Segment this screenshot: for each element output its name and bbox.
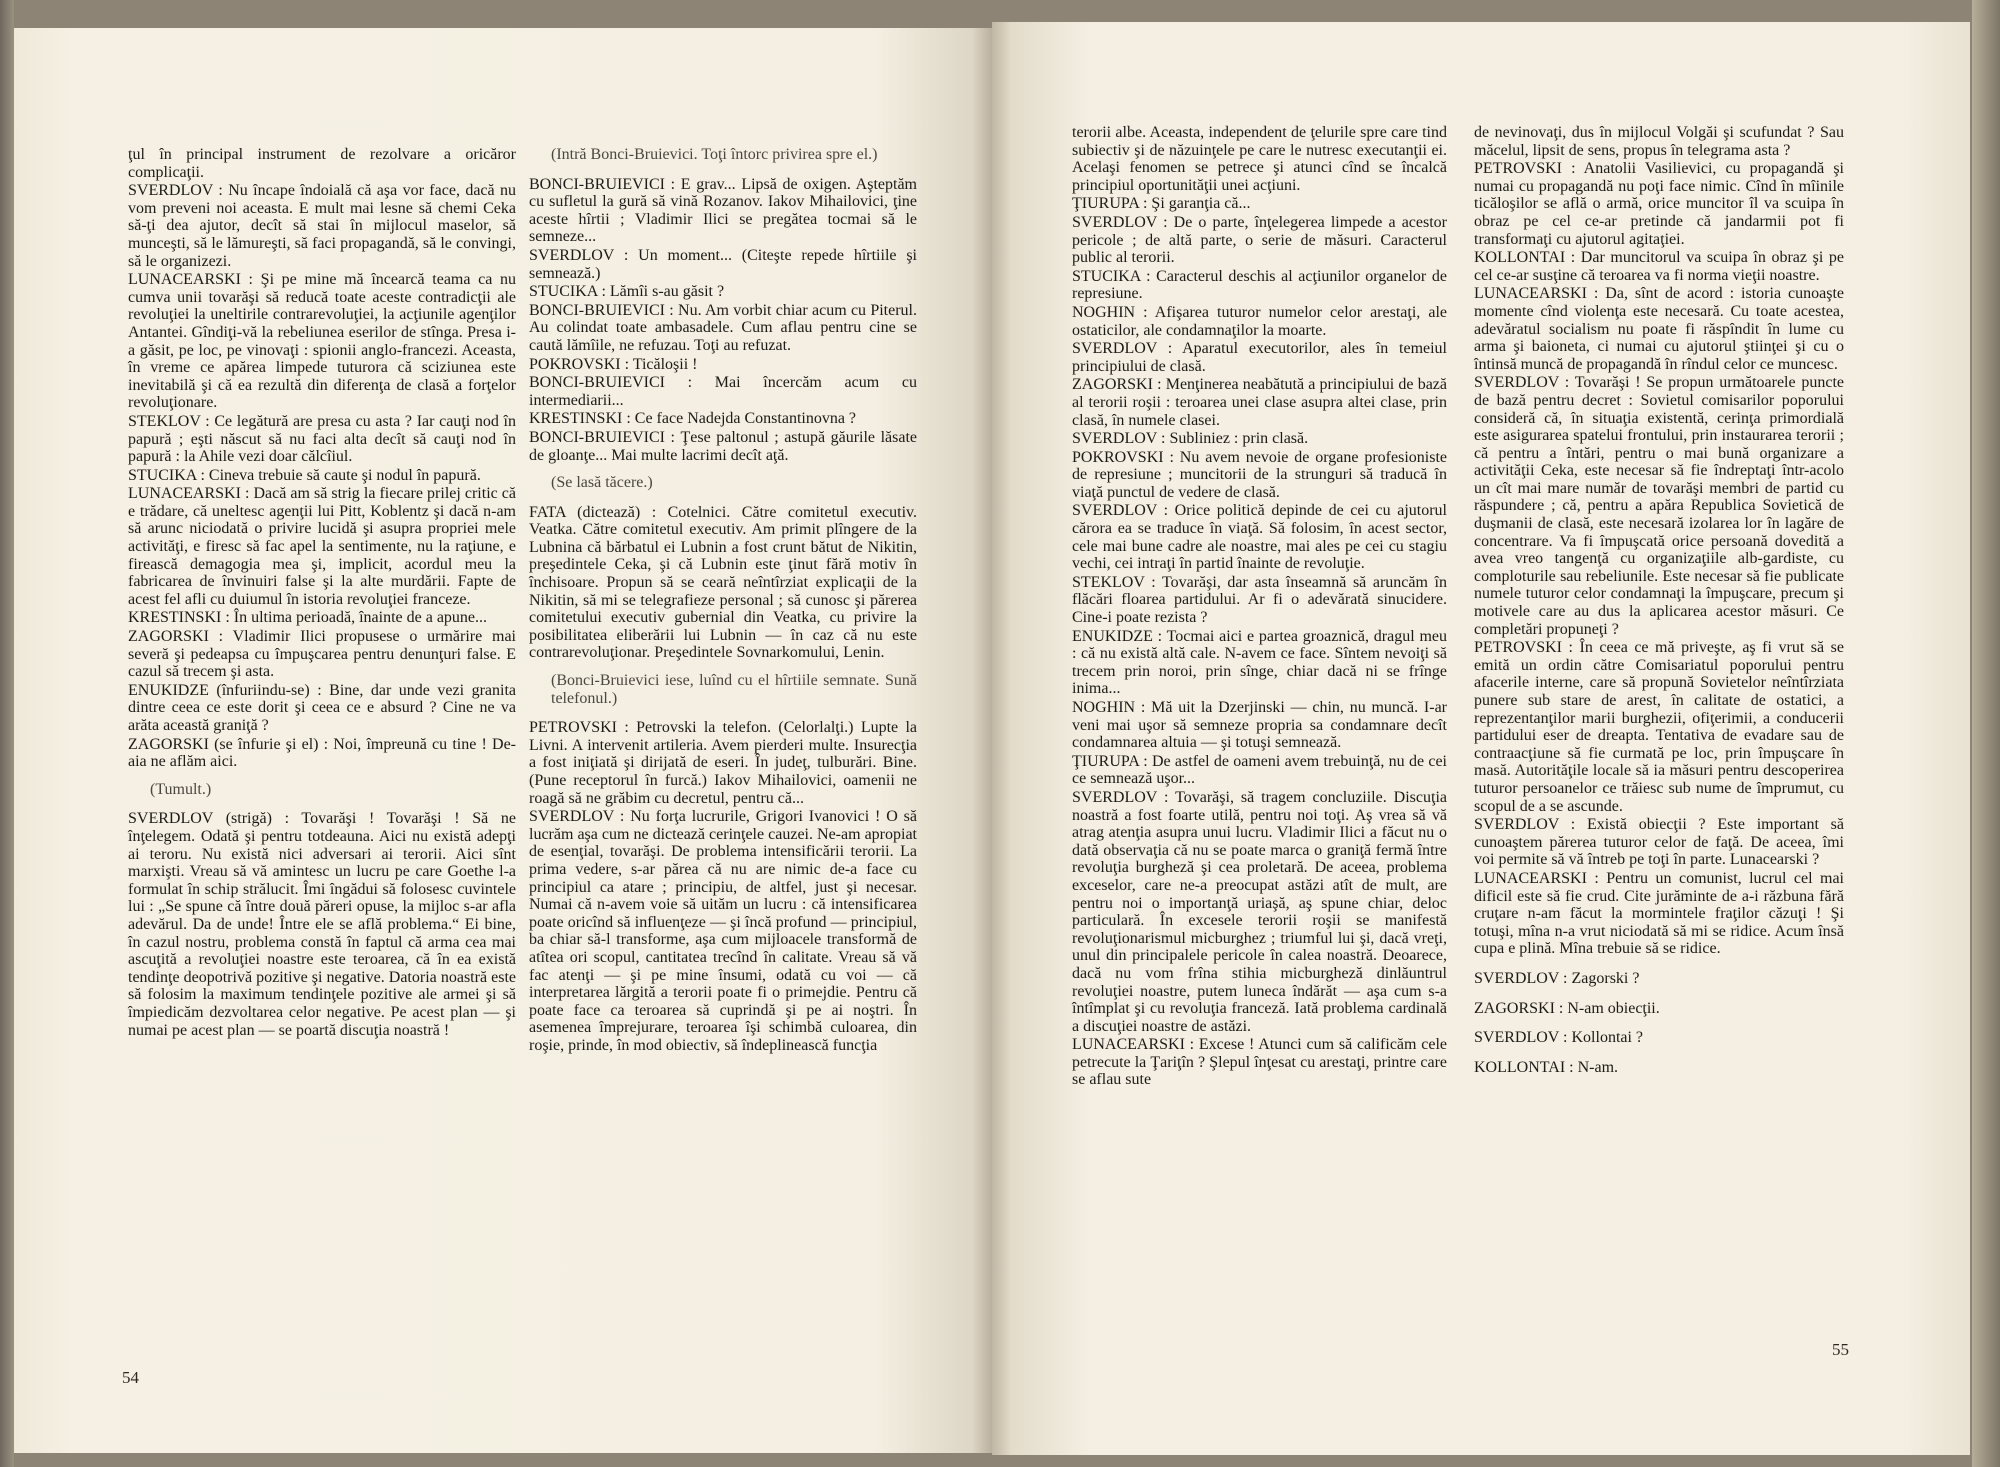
paragraph: SVERDLOV : Zagorski ? <box>1474 969 1640 987</box>
paragraph: STUCIKA : Caracterul deschis al acţiunilor organelor de represiune. <box>1072 267 1447 303</box>
paragraph: LUNACEARSKI : Pentru un comunist, lucrul cel mai dificil este să fie crud. Cite jurăminte de a-i răzbuna fără cruţare n-am făcut la mormintele fraţilor căzuţi ! Şi totuşi, mîna n-a vrut niciodată să mi se ridice. Acum însă cupa e plină. Mîna trebuie să se ridice. <box>1474 869 1844 958</box>
paragraph: LUNACEARSKI : Excese ! Atunci cum să calificăm cele petrecute la Ţariţîn ? Şlepul înţesat cu arestaţi, printre care se aflau sute <box>1072 1036 1447 1089</box>
paragraph: BONCI-BRUIEVICI : Ţese paltonul ; astupă găurile lăsate de gloanţe... Mai multe lacrimi decît aţă. <box>529 428 917 464</box>
paragraph: STUCIKA : Lămîi s-au găsit ? <box>529 283 725 301</box>
paragraph: ŢIURUPA : Şi garanţia că... <box>1072 195 1251 213</box>
paragraph: BONCI-BRUIEVICI : E grav... Lipsă de oxigen. Aşteptăm cu sufletul la gură să vină Rozanov. Iakov Mihailovici, ţine aceste hîrtii ; Vladimir Ilici se pregătea tocmai să le semneze... <box>529 175 917 246</box>
left-page <box>14 28 992 1453</box>
paragraph: SVERDLOV : Există obiecţii ? Este important să cunoaştem părerea tuturor celor de faţă. De aceea, îmi voi permite să vă întreb pe toţi în parte. Lunacearski ? <box>1474 816 1844 869</box>
paragraph: ŢIURUPA : De astfel de oameni avem trebuinţă, nu de cei ce semnează uşor... <box>1072 752 1447 788</box>
stage-direction: (Intră Bonci-Bruievici. Toţi întorc privirea spre el.) <box>551 146 878 163</box>
paragraph: LUNACEARSKI : Da, sînt de acord : istoria cunoaşte momente cînd violenţa este necesară. Cu toate acestea, adevăratul socialism nu poate fi răspîndit în lume cu arma şi baioneta, ci numai cu ajutorul ştiinţei şi cu o întinsă muncă de propagandă în rîndul celor ce muncesc. <box>1474 285 1844 373</box>
paragraph: KOLLONTAI : Dar muncitorul va scuipa în obraz şi pe cel ce-ar susţine că teroarea va fi norma vieţii noastre. <box>1474 249 1844 284</box>
paragraph: BONCI-BRUIEVICI : Mai încercăm acum cu intermediarii... <box>529 374 917 409</box>
stage-direction: (Se lasă tăcere.) <box>551 474 653 492</box>
paragraph: KRESTINSKI : În ultima perioadă, înainte de a apune... <box>128 609 488 627</box>
paragraph: STUCIKA : Cineva trebuie să caute şi nodul în papură. <box>128 466 481 484</box>
paragraph: SVERDLOV : Orice politică depinde de cei cu ajutorul cărora ea se traduce în viaţă. Să folosim, în acest sector, cele mai bune cadre ale noastre, mai ales pe cei cu stagiu vechi, cei intraţi în partid înainte de revoluţie. <box>1072 502 1447 573</box>
paragraph: PETROVSKI : Petrovski la telefon. (Celorlalţi.) Lupte la Livni. A intervenit artileria. Avem pierderi multe. Insurecţia a fost iniţiată şi dirijată de eseri. În judeţ, tulburări. Bine. (Pune receptorul în furcă.) Iakov Mihailovici, oamenii ne roagă să ne grăbim cu decretul, pentru că... <box>529 719 917 807</box>
paragraph: KOLLONTAI : N-am. <box>1474 1058 1619 1076</box>
left-page-column-2 <box>529 146 917 1056</box>
paragraph: FATA (dictează) : Cotelnici. Către comitetul executiv. Veatka. Către comitetul executiv. Am primit plîngere de la Lubnina că bărbatul ei Lubnin a fost crunt bătut de Nikitin, preşedintele Ceka, şi că Lubnin este ţinut fără motiv în închisoare. Propun să se ceară neîntîrziat explicaţii de la Nikitin, să mi se telegrafieze personal ; să cunosc şi părerea comitetului executiv gubernial din Veatka, cu privire la posibilitatea eliberării lui Lubnin — în caz că nu este contrarevoluţionar. Preşedintele Sovnarkomului, Lenin. <box>529 503 917 662</box>
paragraph: SVERDLOV : Kollontai ? <box>1474 1029 1644 1047</box>
paragraph: SVERDLOV : Nu forţa lucrurile, Grigori Ivanovici ! O să lucrăm aşa cum ne dictează cerinţele cauzei. Ne-am apropiat de esenţial, tovarăşi. De problema intensificării terorii. La prima vedere, s-ar părea că nu are nimic de-a face cu principiul ca atare ; principiu, de altfel, just şi necesar. Numai că n-avem voie să uităm un lucru : că intensificarea poate oricînd să influenţeze — şi încă profund — principiul, ba chiar să-l transforme, aşa cum mijloacele transformă de atîtea ori scopul, cantitatea trecînd în calitate. Vreau să vă fac atenţi — şi pe mine însumi, odată cu voi — că interpretarea lărgită a terorii poate fi o primejdie. Pentru că poate face ca teroarea să cuprindă şi pe ai noştri. În asemenea împrejurare, teroarea îşi schimbă culoarea, din roşie, prinde, în mod obiectiv, să îndeplinească funcţia <box>529 808 917 1054</box>
stage-direction: (Bonci-Bruievici iese, luînd cu el hîrtiile semnate. Sună telefonul.) <box>551 672 917 707</box>
paragraph: ZAGORSKI : N-am obiecţii. <box>1474 999 1660 1017</box>
paragraph: POKROVSKI : Ticăloşii ! <box>529 355 698 373</box>
paragraph: ZAGORSKI (se înfurie şi el) : Noi, împreună cu tine ! De-aia ne aflăm aici. <box>128 735 516 771</box>
paragraph: terorii albe. Aceasta, independent de ţelurile spre care tind subiectiv şi de năzuinţele pe care le nutresc executanţii ei. Acelaşi fenomen se petrece şi atunci cînd se încalcă principiul oportunităţii unei acţiuni. <box>1072 124 1447 194</box>
paragraph: SVERDLOV : Aparatul executorilor, ales în temeiul principiului de clasă. <box>1072 340 1447 375</box>
paragraph: ZAGORSKI : Vladimir Ilici propusese o urmărire mai severă şi pedeapsa cu împuşcarea pentru denunţuri false. E cazul să trecem şi asta. <box>128 628 516 681</box>
paragraph: PETROVSKI : În ceea ce mă priveşte, aş fi vrut să se emită un ordin către Comisariatul poporului pentru afacerile interne, care să propună Sovietelor neîntîrziata punere sub stare de arest, în calitate de ostatici, a reprezentanţilor marii burghezii, ofiţerimii, a conducerii partidului eser de dreapta. Tentativa de evadare sau de contraacţiune să fie curmată pe loc, prin împuşcare în masă. Autorităţile locale să ia măsuri pentru descoperirea tuturor persoanelor ce trăiesc sub nume de împrumut, cu scopul de a se ascunde. <box>1474 639 1844 815</box>
paragraph: SVERDLOV (strigă) : Tovarăşi ! Tovarăşi ! Să ne înţelegem. Odată şi pentru totdeauna. Aici nu există adepţi ai teroru. Nu există nici adversari ai terorii. Aici sînt marxişti. Vreau să vă amintesc un lucru pe care Goethe l-a formulat în schip strălucit. Îmi îngădui să folosesc cuvintele lui : „Se spune că între două păreri opuse, la mijloc s-ar afla adevărul. Da de unde! Între ele se află problema.“ Ei bine, în cazul nostru, problema constă în faptul că arma cea mai ascuţită a revoluţiei noastre este teroarea, că în ea există tendinţe deopotrivă pozitive şi negative. Datoria noastră este să folosim la maximum tendinţele pozitive ale armei şi să împiedicăm dezvoltarea celor negative. Pe acest plan — şi numai pe acest plan — se poartă discuţia noastră ! <box>128 810 516 1039</box>
right-page-column-2 <box>1474 124 1844 1077</box>
page-number: 55 <box>1832 1340 1849 1359</box>
paragraph: KRESTINSKI : Ce face Nadejda Constantinovna ? <box>529 410 857 428</box>
book-cover-right-edge <box>1972 0 2000 1467</box>
paragraph: de nevinovaţi, dus în mijlocul Volgăi şi scufundat ? Sau măcelul, lipsit de sens, propus în telegrama asta ? <box>1474 124 1844 159</box>
paragraph: BONCI-BRUIEVICI : Nu. Am vorbit chiar acum cu Piterul. Au colindat toate ambasadele. Cum aflau pentru cine se caută lămîile, ne refuzau. Toţi au refuzat. <box>529 301 917 354</box>
right-page <box>992 22 1970 1455</box>
paragraph: STEKLOV : Tovarăşi, dar asta înseamnă să aruncăm în flăcări floarea partidului. Ar fi o adevărată sinucidere. Cine-i poate rezista ? <box>1072 573 1447 627</box>
book-cover-left-edge <box>0 0 14 1467</box>
paragraph: SVERDLOV : De o parte, înţelegerea limpede a acestor pericole ; de altă parte, o serie de măsuri. Caracterul public al terorii. <box>1072 213 1447 267</box>
paragraph: POKROVSKI : Nu avem nevoie de organe profesioniste de represiune ; muncitorii de la strunguri să traducă în viaţă punctul de vedere de clasă. <box>1072 448 1447 501</box>
paragraph: SVERDLOV : Tovarăşi, să tragem concluziile. Discuţia noastră a fost foarte utilă, pentru noi toţi. Aş vrea să vă atrag atenţia asupra unui lucru. Vladimir Ilici a făcut nu o dată observaţia că nu se poate marca o graniţă fermă între revoluţia burgheză şi cea proletară. De aceea, problema exceselor, care ne-a preocupat astăzi atît de mult, are pentru noi o importanţă uriaşă, aş spune chiar, deloc particulară. În excesele terorii roşii se manifestă revoluţionarismul micburghez ; triumful lui şi, dacă vreţi, unul din principalele pericole în calea noastră. Deoarece, dacă nu vom frîna stihia micburgheză dinlăuntrul revoluţiei noastre, putem luneca îndărăt — aşa cum s-a întîmplat şi cu revoluţia franceză. Iată problema cardinală a discuţiei noastre de astăzi. <box>1072 788 1447 1035</box>
paragraph: SVERDLOV : Tovarăşi ! Se propun următoarele puncte de bază pentru decret : Sovietul comisarilor poporului consideră că, în situaţia existentă, cerinţa primordială este asigurarea spatelui frontului, prin instaurarea terorii ; că pentru a întări, pentru o mai bună organizare a activităţii Ceka, este necesar să fie îndreptaţi într-acolo un cît mai mare număr de tovarăşi membri de partid cu răspundere ; că, pentru a apăra Republica Sovietică de duşmanii de clasă, este necesară izolarea lor în lagăre de concentrare. Va fi împuşcată orice persoană dovedită a avea vreo tangenţă cu organizaţiile alb-gardiste, cu comploturile sau rebeliunile. Este necesar să fie publicate numele tuturor celor condamnaţi la împuşcare, precum şi motivele care au dus la aplicarea acestor măsuri. Ce completări propuneţi ? <box>1474 374 1844 638</box>
paragraph: STEKLOV : Ce legătură are presa cu asta ? Iar cauţi nod în papură ; eşti născut să nu faci alta decît să cauţi nod în papură : la Ahile vezi doar călcîiul. <box>128 412 516 466</box>
paragraph: NOGHIN : Mă uit la Dzerjinski — chin, nu muncă. I-ar veni mai uşor să semneze propria sa condamnare decît condamnarea altuia — şi totuşi semnează. <box>1072 699 1447 752</box>
paragraph: LUNACEARSKI : Şi pe mine mă încearcă teama ca nu cumva unii tovarăşi să reducă toate aceste contradicţii ale revoluţiei la uneltirile contrarevoluţiei, la acţiunile agenţilor Antantei. Gîndiţi-vă la rebeliunea eserilor de stînga. Presa i-a găsit, pe loc, pe vinovaţi : spionii anglo-francezi. Aceasta, în vreme ce apărea limpede tuturora că sciziunea este inevitabilă şi că ea rezultă din diferenţa de clasă a forţelor revoluţionare. <box>128 271 516 412</box>
paragraph: SVERDLOV : Un moment... (Citeşte repede hîrtiile şi semnează.) <box>529 246 917 282</box>
paragraph: ţul în principal instrument de rezolvare a oricăror complicaţii. <box>128 146 516 181</box>
paragraph: SVERDLOV : Nu încape îndoială că aşa vor face, dacă nu vom preveni noi aceasta. E mult mai lesne să chemi Ceka să-ţi dea ajutor, decît să stai în mijlocul maselor, să munceşti, să le lămureşti, să faci propagandă, să le convingi, să le organizezi. <box>128 182 516 270</box>
stage-direction: (Tumult.) <box>150 780 212 798</box>
paragraph: LUNACEARSKI : Dacă am să strig la fiecare prilej critic că e trădare, că uneltesc agenţii lui Pitt, Koblentz şi dacă n-am să arunc niciodată o privire lucidă şi asupra propriei mele activităţi, e firesc să fac apel la sentimente, nu la raţiune, e firească demagogia mea şi, implicit, acordul meu la fabricarea de învinuiri false şi la alte murdării. Fapte de acest fel afli cu duiumul în istoria revoluţiei franceze. <box>128 485 516 608</box>
left-page-column-1 <box>128 146 516 1040</box>
paragraph: ZAGORSKI : Menţinerea neabătută a principiului de bază al terorii roşii : teroarea unei clase asupra altei clase, prin clasă, în numele clasei. <box>1072 376 1447 429</box>
page-number: 54 <box>122 1368 139 1387</box>
paragraph: SVERDLOV : Subliniez : prin clasă. <box>1072 430 1309 448</box>
paragraph: NOGHIN : Afişarea tuturor numelor celor arestaţi, ale ostaticilor, ale condamnaţilor la moarte. <box>1072 303 1447 339</box>
right-page-column-1 <box>1072 124 1447 1090</box>
paragraph: ENUKIDZE (înfuriindu-se) : Bine, dar unde vezi granita dintre ceea ce este dorit şi ceea ce e absurd ? Cine ne va arăta această graniţă ? <box>128 681 516 734</box>
paragraph: ENUKIDZE : Tocmai aici e partea groaznică, dragul meu : că nu există altă cale. N-avem ce face. Sîntem nevoiţi să trecem prin noroi, prin sînge, chiar dacă ni se frînge inima... <box>1072 627 1447 698</box>
paragraph: PETROVSKI : Anatolii Vasilievici, cu propagandă şi numai cu propagandă nu poţi face nimic. Cînd în mîinile ticăloşilor se află o armă, orice muncitor îl va scuipa în obraz pe cel ce-ar pretinde că jandarmii pot fi transformaţi cu ajutorul agitaţiei. <box>1474 160 1844 248</box>
